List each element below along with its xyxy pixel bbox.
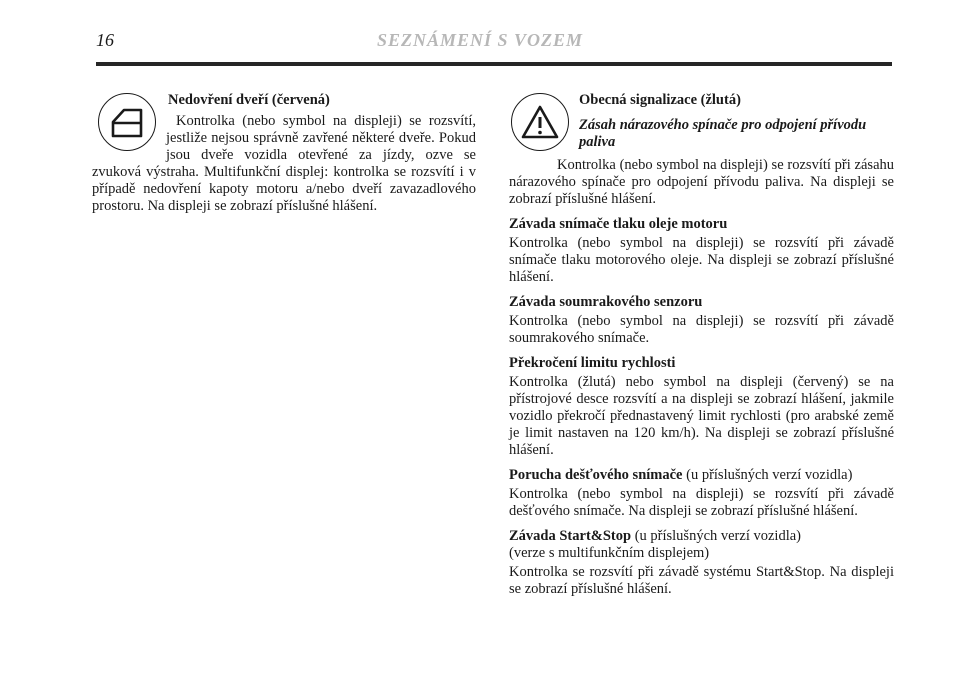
section-text: Kontrolka (žlutá) nebo symbol na displeji (červený) se na přístrojové desce rozsvítí a na displeji se zobrazí hlášení, jakmile vozidlo překročí přednastavený limit rychlosti (pro arabské země je limit nastaven na 120 km/h). Na displeji se zobrazí příslušné hlášení. xyxy=(509,374,894,458)
section-heading: Závada Start&Stop xyxy=(509,528,632,544)
section-heading-line xyxy=(509,467,894,484)
section-text: Kontrolka (nebo symbol na displeji) se rozsvítí při závadě snímače tlaku motorového oleje. Na displeji se zobrazí příslušné hlášení. xyxy=(509,235,894,285)
section-heading-line xyxy=(509,528,894,545)
door-warning-text: Kontrolka (nebo symbol na displeji) se rozsvítí, jestliže nejsou správně zavřené některé dveře. Pokud jsou dveře vozidla otevřené za jízdy, ozve se zvuková výstraha. Multifunkční displej: kontrolka se rozsvítí i v případě nedovření kapoty motoru a/nebo dveří zavazadlového prostoru. Na displeji se zobrazí příslušné hlášení. xyxy=(92,113,476,214)
door-warning-title: Nedovření dveří (červená) xyxy=(168,92,330,108)
fuel-cutoff-subtitle: Zásah nárazového spínače pro odpojení přívodu paliva xyxy=(579,117,867,150)
section-text: Kontrolka (nebo symbol na displeji) se rozsvítí při závadě soumrakového snímače. xyxy=(509,313,894,346)
section-heading-note: (u příslušných verzí vozidla) xyxy=(631,528,801,544)
section-dusk-sensor xyxy=(509,294,894,347)
section-oil-pressure xyxy=(509,216,894,286)
section-heading: Překročení limitu rychlosti xyxy=(509,355,676,371)
section-text: Kontrolka (nebo symbol na displeji) se rozsvítí při závadě dešťového snímače. Na displeji se zobrazí příslušné hlášení. xyxy=(509,486,894,519)
right-column xyxy=(509,92,894,606)
section-start-stop xyxy=(509,528,894,598)
section-heading: Závada soumrakového senzoru xyxy=(509,294,703,310)
section-subline: (verze s multifunkčním displejem) xyxy=(509,545,710,561)
section-heading-note: (u příslušných verzí vozidla) xyxy=(682,467,853,483)
fuel-cutoff-text: Kontrolka (nebo symbol na displeji) se rozsvítí při zásahu nárazového spínače pro odpojení přívodu paliva. Na displeji se zobrazí příslušné hlášení. xyxy=(509,157,894,207)
page-number: 16 xyxy=(96,30,114,50)
section-heading: Porucha dešťového snímače xyxy=(509,467,683,483)
section-text: Kontrolka se rozsvítí při závadě systému Start&Stop. Na displeji se zobrazí příslušné hlášení. xyxy=(509,564,894,597)
section-rain-sensor xyxy=(509,467,894,520)
left-column xyxy=(92,92,476,215)
door-open-icon xyxy=(98,93,156,151)
section-heading: Závada snímače tlaku oleje motoru xyxy=(509,216,728,232)
warning-triangle-icon xyxy=(511,93,569,151)
general-warning-title: Obecná signalizace (žlutá) xyxy=(579,92,741,108)
section-speed-limit xyxy=(509,355,894,459)
header-rule xyxy=(96,62,892,66)
running-header-title: SEZNÁMENÍ S VOZEM xyxy=(376,30,584,50)
